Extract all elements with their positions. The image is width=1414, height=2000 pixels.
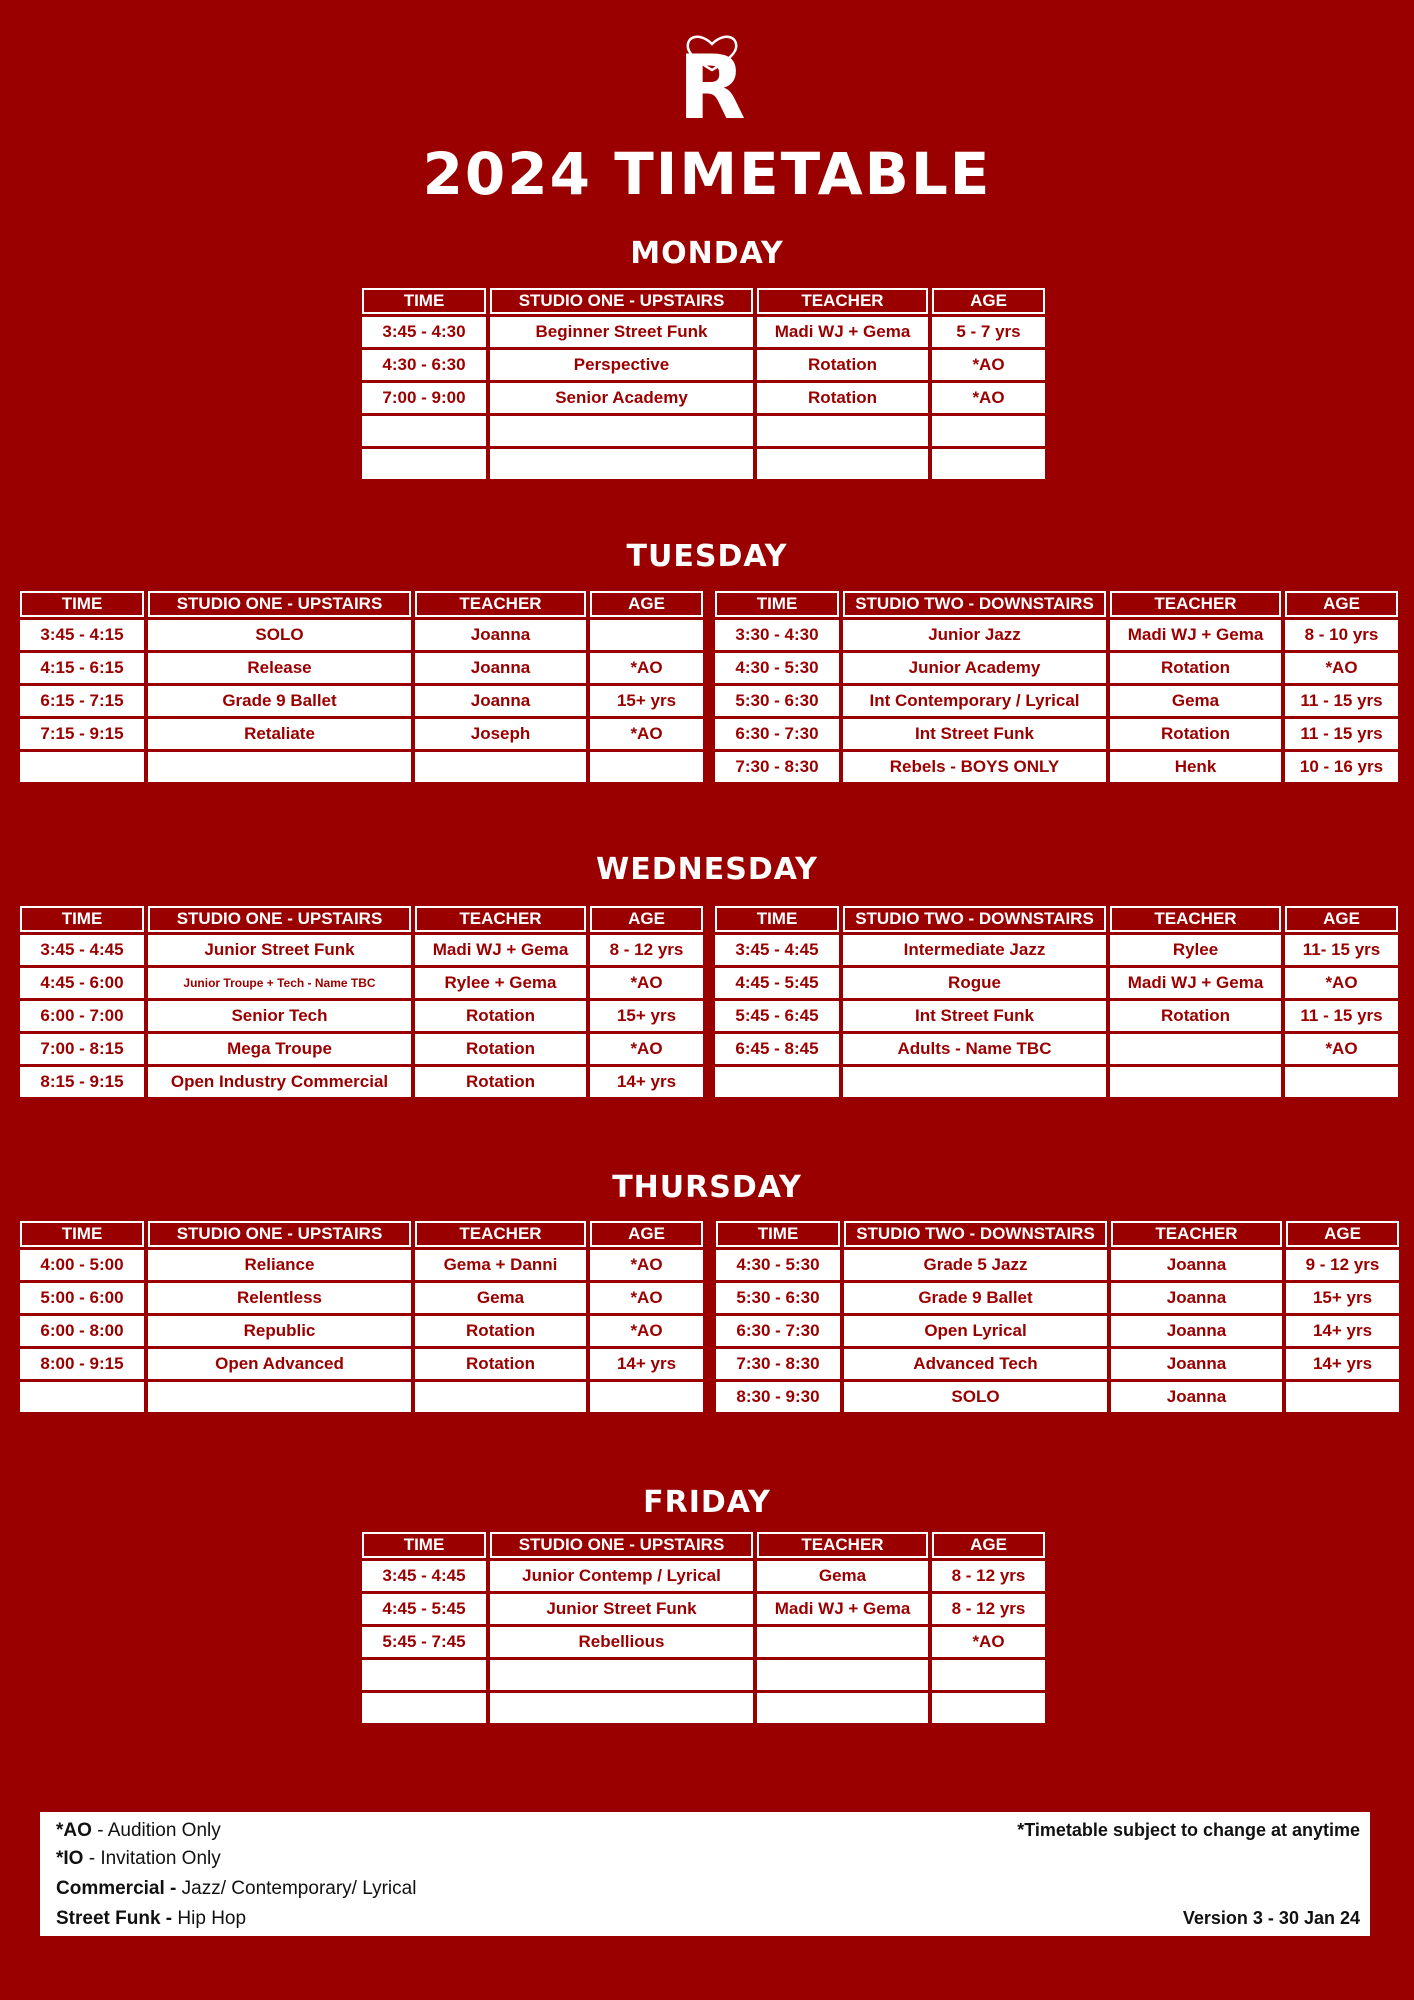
header-row (362, 288, 1045, 314)
time-cell: 4:45 - 5:45 (362, 1594, 486, 1624)
table-row (715, 653, 1398, 683)
table-row (715, 686, 1398, 716)
age-cell: 10 - 16 yrs (1285, 752, 1398, 782)
table-row (20, 719, 703, 749)
age-cell: 11 - 15 yrs (1285, 719, 1398, 749)
teacher-cell: Rotation (1110, 1001, 1281, 1031)
table-row (362, 416, 1045, 446)
teacher-cell: Rotation (757, 383, 928, 413)
age-cell: *AO (590, 1034, 703, 1064)
table-row (20, 1250, 703, 1280)
day-title-thursday: THURSDAY (612, 1170, 802, 1205)
time-cell: 6:30 - 7:30 (715, 719, 839, 749)
age-cell (932, 1693, 1045, 1723)
age-cell (1285, 1067, 1398, 1097)
thursday-studio-two-table (712, 1218, 1403, 1415)
column-header-teacher: TEACHER (757, 288, 928, 314)
age-cell (590, 1382, 703, 1412)
table-row (20, 935, 703, 965)
header-row (362, 1532, 1045, 1558)
column-header-teacher: TEACHER (757, 1532, 928, 1558)
teacher-cell (757, 1693, 928, 1723)
time-cell: 4:30 - 6:30 (362, 350, 486, 380)
teacher-cell: Gema (757, 1561, 928, 1591)
time-cell: 6:45 - 8:45 (715, 1034, 839, 1064)
column-header-time: TIME (20, 906, 144, 932)
table-row (362, 317, 1045, 347)
age-cell: *AO (1285, 653, 1398, 683)
legend-street-funk: Street Funk - Hip Hop (56, 1908, 247, 1929)
time-cell: 3:45 - 4:45 (362, 1561, 486, 1591)
time-cell: 8:15 - 9:15 (20, 1067, 144, 1097)
age-cell (932, 449, 1045, 479)
table-row (716, 1316, 1399, 1346)
header-row (20, 906, 703, 932)
table-row (716, 1283, 1399, 1313)
teacher-cell: Joanna (1111, 1316, 1282, 1346)
time-cell: 7:15 - 9:15 (20, 719, 144, 749)
class-cell: Open Lyrical (844, 1316, 1107, 1346)
table-row (20, 968, 703, 998)
column-header-teacher: TEACHER (415, 906, 586, 932)
table-row (20, 686, 703, 716)
class-cell (843, 1067, 1106, 1097)
class-cell: Int Street Funk (843, 719, 1106, 749)
age-cell: 11 - 15 yrs (1285, 686, 1398, 716)
column-header-studio: STUDIO ONE - UPSTAIRS (148, 591, 411, 617)
teacher-cell: Joanna (1111, 1349, 1282, 1379)
column-header-age: AGE (590, 906, 703, 932)
table-row (20, 1283, 703, 1313)
class-cell: Reliance (148, 1250, 411, 1280)
time-cell: 6:00 - 7:00 (20, 1001, 144, 1031)
table-row (20, 1067, 703, 1097)
class-cell: Advanced Tech (844, 1349, 1107, 1379)
class-cell: Open Advanced (148, 1349, 411, 1379)
legend-ao: *AO - Audition Only (56, 1820, 221, 1841)
time-cell: 3:45 - 4:45 (20, 935, 144, 965)
time-cell (362, 1660, 486, 1690)
class-cell (490, 416, 753, 446)
age-cell: 11- 15 yrs (1285, 935, 1398, 965)
class-cell: Retaliate (148, 719, 411, 749)
age-cell: 9 - 12 yrs (1286, 1250, 1399, 1280)
teacher-cell: Rotation (415, 1067, 586, 1097)
age-cell: 14+ yrs (590, 1067, 703, 1097)
time-cell: 4:45 - 5:45 (715, 968, 839, 998)
day-title-tuesday: TUESDAY (626, 539, 788, 574)
age-cell (590, 620, 703, 650)
teacher-cell: Gema + Danni (415, 1250, 586, 1280)
wednesday-studio-two-table (711, 903, 1402, 1100)
teacher-cell: Madi WJ + Gema (1110, 620, 1281, 650)
table-row (715, 935, 1398, 965)
age-cell: *AO (590, 1283, 703, 1313)
age-cell (590, 752, 703, 782)
column-header-time: TIME (20, 591, 144, 617)
age-cell: 15+ yrs (590, 686, 703, 716)
teacher-cell (415, 1382, 586, 1412)
age-cell: 8 - 10 yrs (1285, 620, 1398, 650)
age-cell: *AO (590, 653, 703, 683)
class-cell (148, 752, 411, 782)
age-cell: *AO (590, 1250, 703, 1280)
class-cell: Rebellious (490, 1627, 753, 1657)
time-cell: 3:45 - 4:30 (362, 317, 486, 347)
table-row (716, 1382, 1399, 1412)
time-cell: 3:30 - 4:30 (715, 620, 839, 650)
time-cell: 7:00 - 8:15 (20, 1034, 144, 1064)
age-cell: 15+ yrs (590, 1001, 703, 1031)
class-cell (490, 1660, 753, 1690)
class-cell: Beginner Street Funk (490, 317, 753, 347)
time-cell (715, 1067, 839, 1097)
timetable-note: *Timetable subject to change at anytime (1017, 1820, 1360, 1840)
teacher-cell: Madi WJ + Gema (1110, 968, 1281, 998)
column-header-age: AGE (1285, 906, 1398, 932)
time-cell: 8:30 - 9:30 (716, 1382, 840, 1412)
teacher-cell: Joanna (1111, 1382, 1282, 1412)
table-row (715, 1001, 1398, 1031)
age-cell: 14+ yrs (590, 1349, 703, 1379)
column-header-studio: STUDIO ONE - UPSTAIRS (490, 1532, 753, 1558)
class-cell: Relentless (148, 1283, 411, 1313)
header-row (716, 1221, 1399, 1247)
age-cell: 5 - 7 yrs (932, 317, 1045, 347)
table-row (20, 653, 703, 683)
class-cell: SOLO (148, 620, 411, 650)
teacher-cell: Joanna (415, 653, 586, 683)
time-cell: 8:00 - 9:15 (20, 1349, 144, 1379)
table-row (20, 1001, 703, 1031)
time-cell: 5:30 - 6:30 (716, 1283, 840, 1313)
table-row (715, 1067, 1398, 1097)
friday-studio-one-table (358, 1529, 1049, 1726)
column-header-time: TIME (20, 1221, 144, 1247)
table-row (20, 1382, 703, 1412)
tuesday-studio-one-table (16, 588, 707, 785)
time-cell: 5:00 - 6:00 (20, 1283, 144, 1313)
age-cell: 8 - 12 yrs (932, 1561, 1045, 1591)
class-cell (490, 1693, 753, 1723)
teacher-cell: Joanna (415, 686, 586, 716)
table-row (716, 1250, 1399, 1280)
age-cell: 8 - 12 yrs (590, 935, 703, 965)
teacher-cell: Rotation (415, 1316, 586, 1346)
teacher-cell (1110, 1034, 1281, 1064)
table-row (716, 1349, 1399, 1379)
age-cell: 14+ yrs (1286, 1316, 1399, 1346)
version-label: Version 3 - 30 Jan 24 (1182, 1908, 1360, 1928)
column-header-studio: STUDIO TWO - DOWNSTAIRS (844, 1221, 1107, 1247)
class-cell: SOLO (844, 1382, 1107, 1412)
age-cell: 15+ yrs (1286, 1283, 1399, 1313)
table-row (715, 620, 1398, 650)
thursday-studio-one-table (16, 1218, 707, 1415)
teacher-cell: Rylee + Gema (415, 968, 586, 998)
teacher-cell: Rotation (415, 1034, 586, 1064)
table-row (362, 1693, 1045, 1723)
teacher-cell: Gema (415, 1283, 586, 1313)
column-header-time: TIME (362, 288, 486, 314)
day-title-wednesday: WEDNESDAY (596, 852, 818, 887)
column-header-time: TIME (362, 1532, 486, 1558)
table-row (362, 350, 1045, 380)
teacher-cell: Rotation (415, 1001, 586, 1031)
teacher-cell: Madi WJ + Gema (757, 317, 928, 347)
table-row (715, 752, 1398, 782)
column-header-age: AGE (590, 591, 703, 617)
column-header-teacher: TEACHER (1110, 591, 1281, 617)
logo (672, 14, 752, 124)
time-cell: 4:00 - 5:00 (20, 1250, 144, 1280)
table-row (362, 449, 1045, 479)
time-cell (362, 416, 486, 446)
class-cell: Rebels - BOYS ONLY (843, 752, 1106, 782)
class-cell: Republic (148, 1316, 411, 1346)
age-cell: 14+ yrs (1286, 1349, 1399, 1379)
teacher-cell: Rylee (1110, 935, 1281, 965)
column-header-studio: STUDIO TWO - DOWNSTAIRS (843, 906, 1106, 932)
teacher-cell: Rotation (1110, 719, 1281, 749)
table-row (362, 1627, 1045, 1657)
time-cell: 6:30 - 7:30 (716, 1316, 840, 1346)
table-row (362, 383, 1045, 413)
class-cell: Mega Troupe (148, 1034, 411, 1064)
column-header-teacher: TEACHER (415, 591, 586, 617)
age-cell: *AO (932, 350, 1045, 380)
time-cell: 6:15 - 7:15 (20, 686, 144, 716)
time-cell: 5:30 - 6:30 (715, 686, 839, 716)
monday-studio-one-table (358, 285, 1049, 482)
class-cell: Release (148, 653, 411, 683)
table-row (362, 1660, 1045, 1690)
teacher-cell: Rotation (415, 1349, 586, 1379)
header-row (715, 906, 1398, 932)
class-cell (148, 1382, 411, 1412)
header-row (20, 591, 703, 617)
teacher-cell (757, 449, 928, 479)
time-cell: 7:30 - 8:30 (716, 1349, 840, 1379)
table-row (20, 1349, 703, 1379)
class-cell: Grade 9 Ballet (844, 1283, 1107, 1313)
column-header-age: AGE (590, 1221, 703, 1247)
class-cell: Senior Academy (490, 383, 753, 413)
column-header-teacher: TEACHER (1111, 1221, 1282, 1247)
age-cell: *AO (1285, 968, 1398, 998)
class-cell: Grade 9 Ballet (148, 686, 411, 716)
class-cell: Senior Tech (148, 1001, 411, 1031)
teacher-cell: Madi WJ + Gema (415, 935, 586, 965)
class-cell: Rogue (843, 968, 1106, 998)
time-cell: 5:45 - 7:45 (362, 1627, 486, 1657)
age-cell (932, 1660, 1045, 1690)
time-cell (20, 1382, 144, 1412)
teacher-cell: Rotation (1110, 653, 1281, 683)
day-title-friday: FRIDAY (643, 1485, 771, 1520)
teacher-cell: Joanna (415, 620, 586, 650)
teacher-cell (1110, 1067, 1281, 1097)
class-cell: Perspective (490, 350, 753, 380)
class-cell: Junior Street Funk (490, 1594, 753, 1624)
day-title-monday: MONDAY (630, 236, 784, 271)
header-row (715, 591, 1398, 617)
teacher-cell: Joanna (1111, 1250, 1282, 1280)
age-cell: *AO (932, 1627, 1045, 1657)
column-header-studio: STUDIO TWO - DOWNSTAIRS (843, 591, 1106, 617)
class-cell (490, 449, 753, 479)
age-cell: *AO (932, 383, 1045, 413)
age-cell: *AO (590, 968, 703, 998)
class-cell: Open Industry Commercial (148, 1067, 411, 1097)
legend-commercial: Commercial - Jazz/ Contemporary/ Lyrical (56, 1878, 417, 1899)
time-cell (20, 752, 144, 782)
tuesday-studio-two-table (711, 588, 1402, 785)
time-cell: 4:15 - 6:15 (20, 653, 144, 683)
time-cell (362, 449, 486, 479)
time-cell: 6:00 - 8:00 (20, 1316, 144, 1346)
teacher-cell (415, 752, 586, 782)
age-cell: *AO (590, 1316, 703, 1346)
time-cell: 7:00 - 9:00 (362, 383, 486, 413)
time-cell: 3:45 - 4:15 (20, 620, 144, 650)
class-cell: Junior Academy (843, 653, 1106, 683)
age-cell: 11 - 15 yrs (1285, 1001, 1398, 1031)
legend-io: *IO - Invitation Only (56, 1848, 221, 1869)
table-row (20, 1034, 703, 1064)
table-row (715, 719, 1398, 749)
class-cell: Int Street Funk (843, 1001, 1106, 1031)
wednesday-studio-one-table (16, 903, 707, 1100)
column-header-time: TIME (716, 1221, 840, 1247)
teacher-cell: Madi WJ + Gema (757, 1594, 928, 1624)
column-header-teacher: TEACHER (415, 1221, 586, 1247)
column-header-age: AGE (932, 288, 1045, 314)
teacher-cell: Gema (1110, 686, 1281, 716)
column-header-studio: STUDIO ONE - UPSTAIRS (148, 1221, 411, 1247)
time-cell: 4:45 - 6:00 (20, 968, 144, 998)
table-row (362, 1594, 1045, 1624)
time-cell: 5:45 - 6:45 (715, 1001, 839, 1031)
class-cell: Junior Troupe + Tech - Name TBC (148, 968, 411, 998)
column-header-studio: STUDIO ONE - UPSTAIRS (148, 906, 411, 932)
table-row (20, 1316, 703, 1346)
column-header-time: TIME (715, 906, 839, 932)
age-cell: 8 - 12 yrs (932, 1594, 1045, 1624)
age-cell (1286, 1382, 1399, 1412)
header-row (20, 1221, 703, 1247)
time-cell: 7:30 - 8:30 (715, 752, 839, 782)
class-cell: Adults - Name TBC (843, 1034, 1106, 1064)
teacher-cell: Rotation (757, 350, 928, 380)
table-row (362, 1561, 1045, 1591)
class-cell: Junior Jazz (843, 620, 1106, 650)
column-header-time: TIME (715, 591, 839, 617)
teacher-cell: Joanna (1111, 1283, 1282, 1313)
column-header-studio: STUDIO ONE - UPSTAIRS (490, 288, 753, 314)
teacher-cell (757, 1660, 928, 1690)
time-cell: 4:30 - 5:30 (716, 1250, 840, 1280)
age-cell (932, 416, 1045, 446)
table-row (715, 968, 1398, 998)
age-cell: *AO (590, 719, 703, 749)
column-header-age: AGE (932, 1532, 1045, 1558)
column-header-age: AGE (1285, 591, 1398, 617)
class-cell: Junior Street Funk (148, 935, 411, 965)
page-title: 2024 TIMETABLE (422, 140, 992, 208)
column-header-teacher: TEACHER (1110, 906, 1281, 932)
age-cell: *AO (1285, 1034, 1398, 1064)
time-cell: 3:45 - 4:45 (715, 935, 839, 965)
class-cell: Intermediate Jazz (843, 935, 1106, 965)
class-cell: Junior Contemp / Lyrical (490, 1561, 753, 1591)
class-cell: Grade 5 Jazz (844, 1250, 1107, 1280)
table-row (20, 752, 703, 782)
logo-letter: R (678, 36, 746, 124)
legend-box (40, 1812, 1370, 1936)
time-cell: 4:30 - 5:30 (715, 653, 839, 683)
class-cell: Int Contemporary / Lyrical (843, 686, 1106, 716)
teacher-cell (757, 1627, 928, 1657)
time-cell (362, 1693, 486, 1723)
teacher-cell: Henk (1110, 752, 1281, 782)
teacher-cell: Joseph (415, 719, 586, 749)
table-row (715, 1034, 1398, 1064)
table-row (20, 620, 703, 650)
column-header-age: AGE (1286, 1221, 1399, 1247)
teacher-cell (757, 416, 928, 446)
